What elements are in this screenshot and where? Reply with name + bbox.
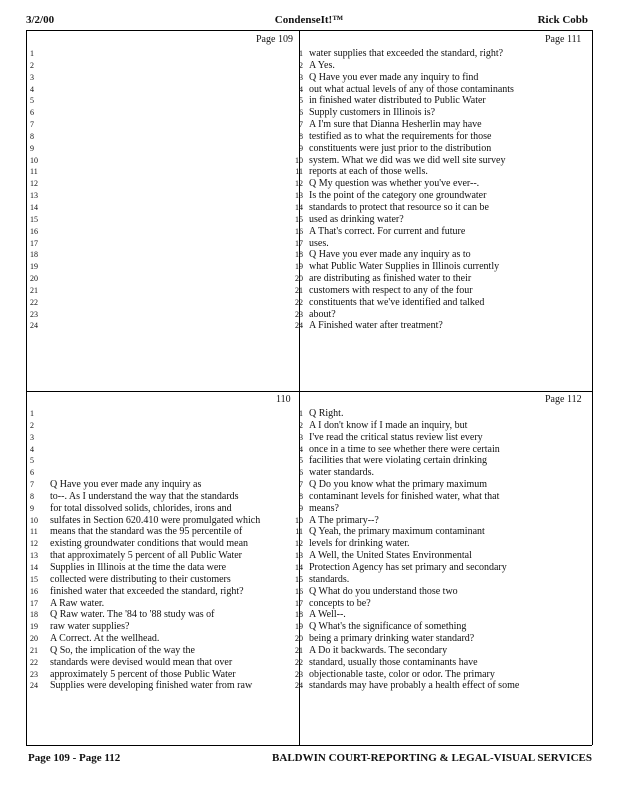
footer-page-range: Page 109 - Page 112 [28, 752, 121, 764]
transcript-line: 4 [30, 444, 34, 454]
transcript-line: 9 for total dissolved solids, chlorides, irons and [30, 502, 232, 514]
transcript-line: 24 standards may have probably a health effect of some [295, 680, 520, 692]
transcript-line: 23 [30, 309, 38, 319]
transcript-line: 7 Q Do you know what the primary maximum [299, 479, 488, 491]
transcript-line: 24 [30, 321, 38, 331]
transcript-line: 21 Q So, the implication of the way the [30, 644, 195, 656]
transcript-line: 16 Q What do you understand those two [295, 585, 458, 597]
transcript-line: 12 levels for drinking water. [295, 538, 410, 550]
page-111-label: Page 111 [545, 34, 582, 45]
transcript-line: 13 that approximately 5 percent of all Public Water [30, 550, 243, 562]
transcript-line: 22 standard, usually those contaminants have [295, 656, 478, 668]
transcript-line: 9 constituents were just prior to the distribution [299, 142, 492, 154]
transcript-line: 15 collected were distributing to their customers [30, 573, 231, 585]
transcript-line: 22 [30, 297, 38, 307]
transcript-line: 10 A The primary--? [295, 514, 379, 526]
transcript-line: 21 customers with respect to any of the four [295, 284, 473, 296]
transcript-line: 1 [30, 409, 34, 418]
transcript-line: 12 [30, 179, 38, 189]
transcript-line: 13 A Well, the United States Environmental [295, 550, 472, 562]
transcript-line: 17 uses. [295, 237, 329, 249]
transcript-line: 21 A Do it backwards. The secondary [295, 644, 448, 656]
transcript-line: 19 [30, 262, 38, 272]
transcript-line: 21 [30, 285, 38, 295]
transcript-line: 5 [30, 96, 34, 106]
transcript-line: 20 being a primary drinking water standard? [295, 633, 475, 645]
footer-company: BALDWIN COURT-REPORTING & LEGAL-VISUAL SERVICES [272, 752, 592, 764]
transcript-line: 18 Q Have you ever made any inquiry as to [295, 249, 471, 261]
transcript-line: 3 I've read the critical status review list every [299, 431, 483, 443]
transcript-line: 2 A Yes. [299, 59, 335, 71]
transcript-line: 14 Supplies in Illinois at the time the data were [30, 561, 227, 573]
transcript-line: 9 means? [299, 502, 339, 514]
transcript-line: 14 standards to protect that resource so it can be [295, 201, 489, 213]
transcript-line: 19 Q What's the significance of something [295, 621, 467, 633]
transcript-line: 11 Q Yeah, the primary maximum contaminant [295, 526, 485, 538]
transcript-line: 13 Is the point of the category one groundwater [295, 190, 487, 202]
transcript-line: 16 finished water that exceeded the standard, right? [30, 585, 244, 597]
right-border [592, 30, 593, 745]
transcript-line: 23 objectionable taste, color or odor. The primary [295, 668, 495, 680]
bottom-rule [26, 745, 592, 746]
transcript-line: 7 A I'm sure that Dianna Hesherlin may have [299, 119, 482, 131]
transcript-line: 9 [30, 143, 34, 153]
transcript-line: 4 once in a time to see whether there were certain [299, 443, 500, 455]
transcript-line: 17 concepts to be? [295, 597, 371, 609]
transcript-line: 1 water supplies that exceeded the standard, right? [299, 48, 504, 59]
transcript-line: 8 testified as to what the requirements for those [299, 130, 492, 142]
page-109-label: Page 109 [256, 34, 293, 45]
transcript-line: 24 A Finished water after treatment? [295, 320, 443, 332]
transcript-line: 22 standards were devised would mean that over [30, 656, 233, 668]
transcript-line: 12 existing groundwater conditions that would mean [30, 538, 249, 550]
transcript-line: 16 [30, 226, 38, 236]
transcript-line: 17 [30, 238, 38, 248]
transcript-line: 5 [30, 456, 34, 466]
transcript-line: 1 Q Right. [299, 408, 344, 419]
transcript-line: 11 means that the standard was the 95 percentile of [30, 526, 243, 538]
transcript-line: 23 approximately 5 percent of those Public Water [30, 668, 236, 680]
header-date: 3/2/00 [26, 14, 55, 26]
transcript-line: 6 water standards. [299, 467, 374, 479]
transcript-line: 18 Q Raw water. The '84 to '88 study was of [30, 609, 215, 621]
transcript-line: 20 A Correct. At the wellhead. [30, 633, 160, 645]
middle-rule [26, 391, 592, 392]
transcript-line: 10 system. What we did was we did well site survey [295, 154, 506, 166]
transcript-line: 23 about? [295, 308, 336, 320]
transcript-line: 3 [30, 72, 34, 82]
transcript-line: 15 [30, 214, 38, 224]
header-title: CondenseIt!™ [274, 14, 344, 26]
transcript-line: 11 [30, 167, 38, 177]
transcript-line: 4 [30, 84, 34, 94]
transcript-line: 1 [30, 49, 34, 58]
transcript-line: 6 Supply customers in Illinois is? [299, 107, 436, 119]
transcript-line: 6 [30, 468, 34, 478]
transcript-line: 2 A I don't know if I made an inquiry, but [299, 419, 468, 431]
transcript-line: 18 A Well--. [295, 609, 346, 621]
transcript-line: 2 [30, 420, 34, 430]
transcript-line: 14 Protection Agency has set primary and secondary [295, 561, 507, 573]
transcript-line: 6 [30, 108, 34, 118]
transcript-line: 18 [30, 250, 38, 260]
page-112-body [287, 408, 519, 692]
transcript-line: 13 [30, 191, 38, 201]
transcript-line: 24 Supplies were developing finished water from raw [30, 680, 253, 692]
transcript-line: 22 constituents that we've identified and talked [295, 296, 485, 308]
page-110-body [30, 408, 260, 692]
transcript-line: 12 Q My question was whether you've ever--. [295, 178, 480, 190]
transcript-line: 17 A Raw water. [30, 597, 105, 609]
header-witness-name: Rick Cobb [537, 14, 588, 26]
transcript-line: 3 Q Have you ever made any inquiry to find [299, 71, 479, 83]
transcript-line: 19 what Public Water Supplies in Illinois currently [295, 261, 500, 273]
transcript-line: 5 facilities that were violating certain drinking [299, 455, 487, 467]
transcript-line: 10 sulfates in Section 620.410 were promulgated which [30, 514, 261, 526]
top-rule [26, 30, 592, 31]
transcript-line: 20 [30, 274, 38, 284]
page-111-body [287, 48, 514, 332]
transcript-line: 7 [30, 120, 34, 130]
transcript-line: 8 [30, 131, 34, 141]
transcript-line: 11 reports at each of those wells. [295, 166, 428, 178]
transcript-line: 19 raw water supplies? [30, 621, 130, 633]
transcript-line: 20 are distributing as finished water to their [295, 273, 472, 285]
transcript-line: 4 out what actual levels of any of those contaminants [299, 83, 514, 95]
transcript-line: 14 [30, 202, 38, 212]
transcript-line: 15 used as drinking water? [295, 213, 404, 225]
transcript-line: 16 A That's correct. For current and future [295, 225, 466, 237]
transcript-line: 10 [30, 155, 38, 165]
transcript-line: 3 [30, 432, 34, 442]
transcript-line: 8 to--. As I understand the way that the standards [30, 490, 239, 502]
transcript-line: 5 in finished water distributed to Public Water [299, 95, 486, 107]
left-border [26, 30, 27, 745]
transcript-line: 8 contaminant levels for finished water, what that [299, 490, 500, 502]
page-110-label: 110 [276, 394, 291, 405]
transcript-line: 7 Q Have you ever made any inquiry as [30, 479, 202, 491]
page-112-label: Page 112 [545, 394, 582, 405]
transcript-line: 2 [30, 60, 34, 70]
page-109-body [30, 48, 50, 332]
transcript-line: 15 standards. [295, 573, 350, 585]
